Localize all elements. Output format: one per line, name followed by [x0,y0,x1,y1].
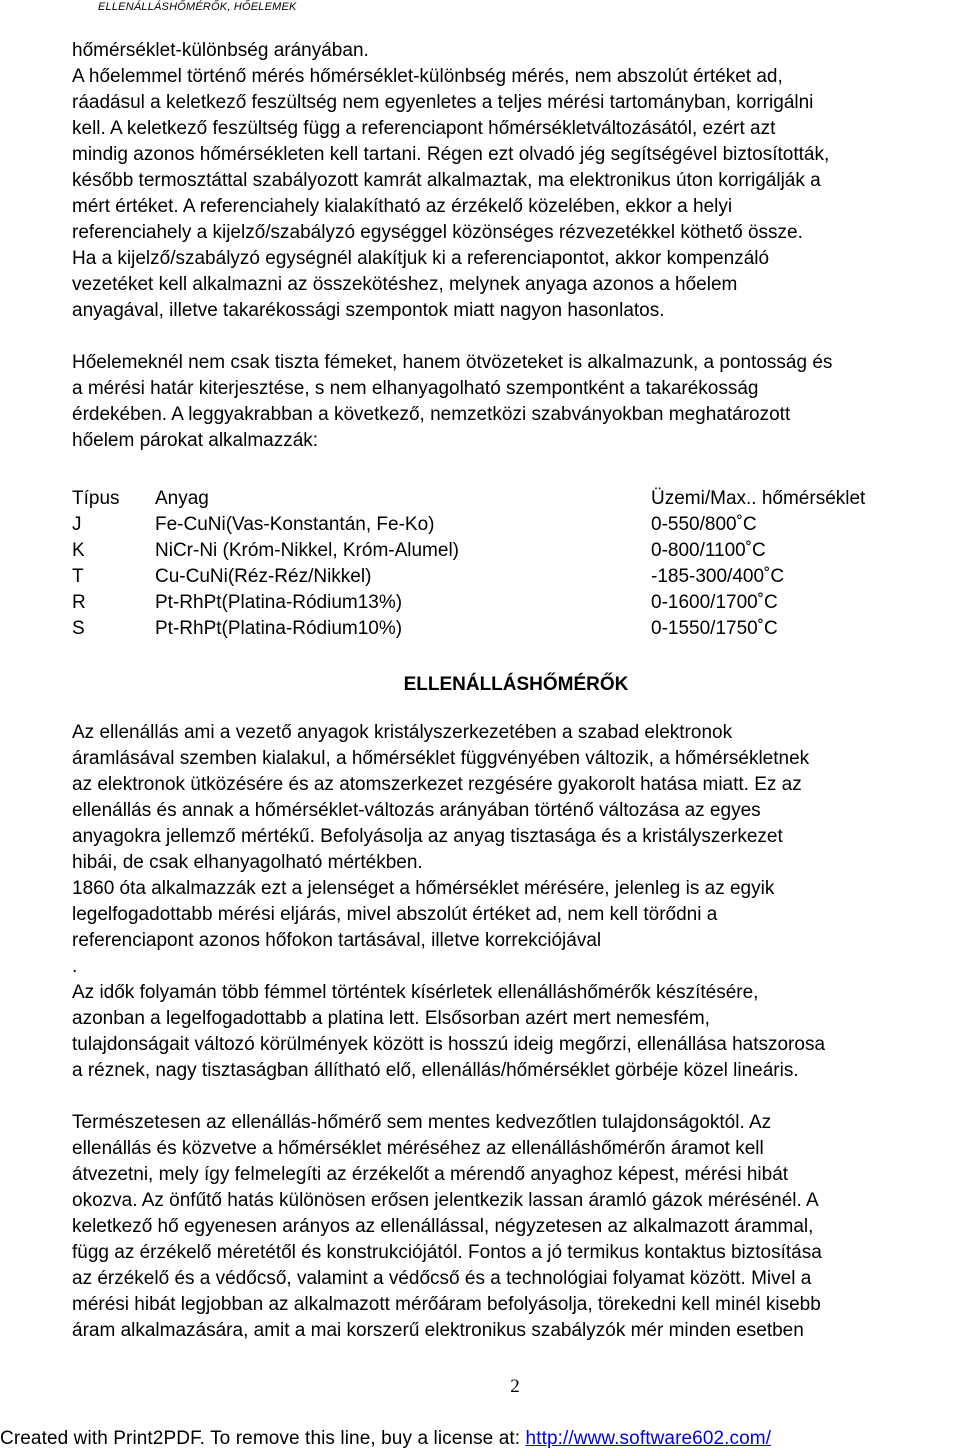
text-line: ellenállás és annak a hőmérséklet-változás arányában történő változása az egyes [72,800,761,821]
print2pdf-watermark [0,1428,771,1450]
text-line: Ha a kijelző/szabályzó egységnél alakítjuk ki a referenciapontot, akkor kompenzáló [72,248,770,269]
table-cell-type: J [72,514,82,535]
section-title: ELLENÁLLÁSHŐMÉRŐK [403,674,629,695]
table-cell-material: Cu-CuNi(Réz-Réz/Nikkel) [155,566,372,587]
table-row [72,512,931,538]
paragraph-alloys [72,350,960,454]
text-line: referenciahely a kijelző/szabályzó egységgel közönséges rézvezetékkel köthető össze. [72,222,803,243]
running-header: ELLENÁLLÁSHŐMÉRŐK, HŐELEMEK [98,1,297,13]
text-line: Természetesen az ellenállás-hőmérő sem mentes kedvezőtlen tulajdonságoktól. Az [72,1112,772,1133]
text-line: az érzékelő és a védőcső, valamint a védőcső és a technológiai folyamat között. Mivel a [72,1268,812,1289]
page-number: 2 [510,1376,520,1397]
text-line: hőelem párokat alkalmazzák: [72,430,319,451]
table-header-material: Anyag [155,488,209,509]
table-cell-type: S [72,618,85,639]
text-line: a réznek, nagy tisztaságban állítható elő, ellenállás/hőmérséklet görbéje közel lineáris. [72,1060,799,1081]
text-line: hőmérséklet-különbség arányában. [72,40,369,61]
table-row [72,590,931,616]
table-header-temperature: Üzemi/Max.. hőmérséklet [651,488,866,509]
text-line: később termosztáttal szabályozott kamrát alkalmaztak, ma elektronikus úton korrigálják a [72,170,821,191]
text-line: referenciapont azonos hőfokon tartásával, illetve korrekciójával [72,930,602,951]
paragraph-self-heating [72,1110,960,1344]
table-cell-temperature: 0-550/800˚C [651,514,757,535]
text-line: Az idők folyamán több fémmel történtek kísérletek ellenálláshőmérők készítésére, [72,982,759,1003]
table-cell-material: Pt-RhPt(Platina-Ródium13%) [155,592,403,613]
table-cell-temperature: 0-800/1100˚C [651,540,766,561]
table-row [72,564,931,590]
text-line: mérési hibát legjobban az alkalmazott mérőáram befolyásolja, törekedni kell minél kisebb [72,1294,821,1315]
text-line: anyagokra jellemző mértékű. Befolyásolja az anyag tisztasága és a kristályszerkezet [72,826,783,847]
text-line: anyagával, illetve takarékossági szempontok miatt nagyon hasonlatos. [72,300,665,321]
text-line: mindig azonos hőmérsékleten kell tartani. Régen ezt olvadó jég segítségével biztosították, [72,144,830,165]
table-cell-temperature: 0-1550/1750˚C [651,618,778,639]
paragraph-thermocouple-reference [72,38,960,324]
text-line: legelfogadottabb mérési eljárás, mivel abszolút értéket ad, nem kell törődni a [72,904,718,925]
table-cell-type: R [72,592,86,613]
text-line: Az ellenállás ami a vezető anyagok kristályszerkezetében a szabad elektronok [72,722,733,743]
table-cell-material: Pt-RhPt(Platina-Ródium10%) [155,618,403,639]
table-cell-material: NiCr-Ni (Króm-Nikkel, Króm-Alumel) [155,540,459,561]
page-body [72,38,960,1344]
text-line: ellenállás és közvetve a hőmérséklet méréséhez az ellenálláshőmérőn áramot kell [72,1138,764,1159]
table-header-row [72,486,931,512]
text-line: hibái, de csak elhanyagolható mértékben. [72,852,423,873]
text-line: okozva. Az önfűtő hatás különösen erősen jelentkezik lassan áramló gázok mérésénél. A [72,1190,819,1211]
table-cell-material: Fe-CuNi(Vas-Konstantán, Fe-Ko) [155,514,435,535]
paragraph-resistance-intro [72,720,960,1084]
watermark-text: Created with Print2PDF. To remove this line, buy a license at: [0,1428,526,1449]
text-line: tulajdonságait változó körülmények között is hosszú ideig megőrzi, ellenállása hatszorosa [72,1034,826,1055]
text-line: függ az érzékelő méretétől és konstrukciójától. Fontos a jó termikus kontaktus biztosítása [72,1242,822,1263]
text-line: mért értéket. A referenciahely kialakítható az érzékelő közelében, ekkor a helyi [72,196,733,217]
table-cell-temperature: -185-300/400˚C [651,566,785,587]
text-line: az elektronok ütközésére és az atomszerkezet rezgésére gyakorolt hatása miatt. Ez az [72,774,802,795]
text-line: áramlásával szemben kialakul, a hőmérséklet függvényében változik, a hőmérsékletnek [72,748,810,769]
text-line: Hőelemeknél nem csak tiszta fémeket, hanem ötvözeteket is alkalmazunk, a pontosság és [72,352,833,373]
text-line: kell. A keletkező feszültség függ a referenciapont hőmérsékletváltozásától, ezért azt [72,118,776,139]
text-line: a mérési határ kiterjesztése, s nem elhanyagolható szempontként a takarékosság [72,378,759,399]
table-cell-temperature: 0-1600/1700˚C [651,592,778,613]
table-cell-type: K [72,540,85,561]
text-line: azonban a legelfogadottabb a platina lett. Elsősorban azért mert nemesfém, [72,1008,710,1029]
table-row [72,538,931,564]
text-line: A hőelemmel történő mérés hőmérséklet-különbség mérés, nem abszolút értéket ad, [72,66,783,87]
text-line: érdekében. A leggyakrabban a következő, nemzetközi szabványokban meghatározott [72,404,791,425]
table-cell-type: T [72,566,84,587]
text-line: . [72,956,78,977]
thermocouple-types-table [72,486,931,642]
text-line: 1860 óta alkalmazzák ezt a jelenséget a hőmérséklet mérésére, jelenleg is az egyik [72,878,775,899]
table-header-type: Típus [72,488,120,509]
text-line: ráadásul a keletkező feszültség nem egyenletes a teljes mérési tartományban, korrigálni [72,92,814,113]
text-line: keletkező hő egyenesen arányos az ellenállással, négyzetesen az alkalmazott árammal, [72,1216,814,1237]
text-line: átvezetni, mely így felmelegíti az érzékelőt a mérendő anyaghoz képest, mérési hibát [72,1164,789,1185]
text-line: vezetéket kell alkalmazni az összekötéshez, melynek anyaga azonos a hőelem [72,274,738,295]
table-row [72,616,931,642]
text-line: áram alkalmazására, amit a mai korszerű elektronikus szabályzók mér minden esetben [72,1320,804,1341]
watermark-link[interactable]: http://www.software602.com/ [525,1428,772,1449]
